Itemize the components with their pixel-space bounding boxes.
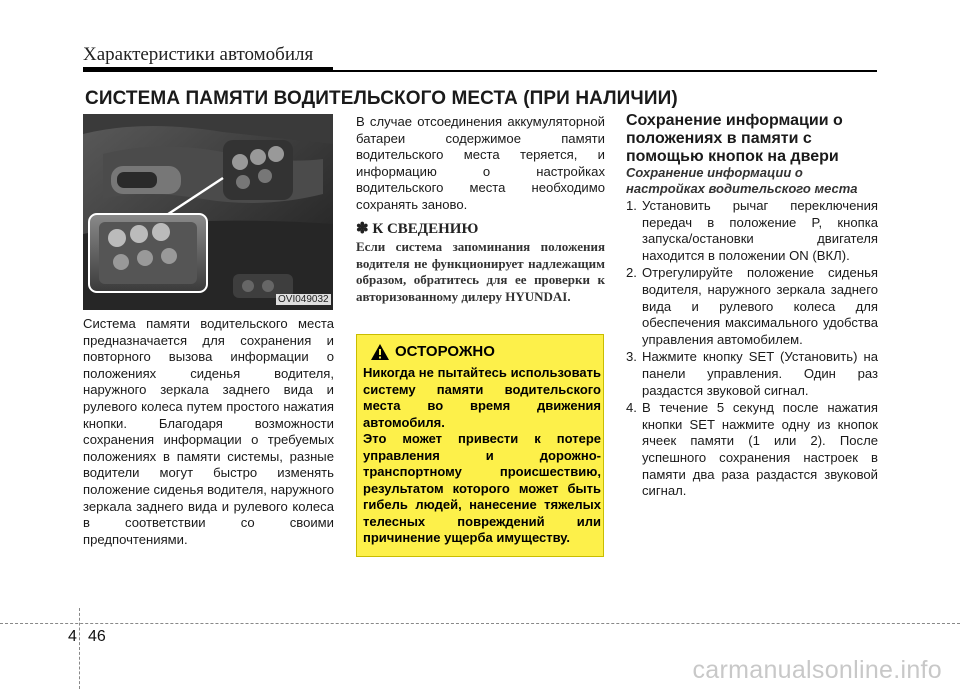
memory-save-heading: Сохранение информации о положениях в памяти с помощью кнопок на двери bbox=[626, 112, 843, 165]
figure-caption: OVI049032 bbox=[278, 294, 329, 305]
footer-divider bbox=[0, 623, 960, 624]
step-number: 4. bbox=[626, 400, 637, 416]
memory-save-subheading: Сохранение информации о настройках водительского места bbox=[626, 165, 858, 196]
watermark: carmanualsonline.info bbox=[692, 656, 942, 684]
list-item bbox=[626, 198, 878, 264]
step-text: В течение 5 секунд после нажатия кнопки SET нажмите одну из кнопок ячеек памяти (1 или 2). После успешного сохранения настроек в памяти два раза раздастся звуковой сигнал. bbox=[642, 400, 878, 499]
step-number: 1. bbox=[626, 198, 637, 213]
chapter-number: 4 bbox=[68, 628, 77, 645]
warning-paragraph-1: Никогда не пытайтесь использовать систему памяти водительского места во время движения автомобиля. bbox=[363, 365, 601, 430]
list-item bbox=[626, 265, 878, 348]
step-text: Установить рычаг переключения передач в положение P, кнопка запуска/остановки двигателя находится в положении ON (ВКЛ). bbox=[642, 198, 878, 263]
step-text: Отрегулируйте положение сиденья водителя, наружного зеркала заднего вида и рулевого колеса для обеспечения максимального удобства управления автомобилем. bbox=[642, 265, 878, 347]
warning-box bbox=[356, 334, 604, 557]
section-title: СИСТЕМА ПАМЯТИ ВОДИТЕЛЬСКОГО МЕСТА (ПРИ НАЛИЧИИ) bbox=[85, 88, 678, 109]
note-text: Если система запоминания положения водителя не функционирует надлежащим образом, обратитесь для ее проверки к авторизованному дилеру HYUNDAI. bbox=[356, 239, 605, 304]
step-number: 2. bbox=[626, 265, 637, 281]
header-rule-accent bbox=[83, 67, 333, 72]
list-item bbox=[626, 400, 878, 500]
battery-paragraph: В случае отсоединения аккумуляторной батареи содержимое памяти водительского места теряется, и информацию о настройках водительского места необходимо сохранять заново. bbox=[356, 114, 605, 212]
page-number: 46 bbox=[88, 628, 106, 645]
step-text: Нажмите кнопку SET (Установить) на панели управления. Один раз раздастся звуковой сигнал. bbox=[642, 349, 878, 398]
steps-list bbox=[626, 198, 878, 501]
note-title: К СВЕДЕНИЮ bbox=[372, 221, 479, 237]
note-symbol-icon: ✽ bbox=[356, 221, 369, 237]
page-header-title: Характеристики автомобиля bbox=[83, 44, 314, 65]
step-number: 3. bbox=[626, 349, 637, 365]
intro-paragraph: Система памяти водительского места предназначается для сохранения и повторного вызова информации о положениях сиденья водителя, наружного зеркала заднего вида и рулевого колеса путем простого нажатия кнопки. Благодаря возможности сохранения информации о требуемых положениях в памяти системы, разные водители могут быстро изменять положение сиденья водителя, наружного зеркала заднего вида и рулевого колеса в соответствии со своими предпочтениями. bbox=[83, 316, 334, 547]
note-heading bbox=[356, 219, 478, 238]
footer-vertical-divider bbox=[79, 608, 80, 689]
warning-title: ОСТОРОЖНО bbox=[395, 343, 495, 360]
door-memory-buttons-photo bbox=[83, 114, 333, 310]
warning-heading bbox=[371, 343, 495, 360]
list-item bbox=[626, 349, 878, 399]
door-panel-illustration bbox=[83, 114, 333, 310]
warning-paragraph-2: Это может привести к потере управления и дорожно-транспортному происшествию, результатом которого может быть гибель людей, нанесение тяжелых телесных повреждений или причинение ущерба имуществу. bbox=[363, 431, 601, 545]
warning-triangle-icon bbox=[371, 344, 389, 360]
